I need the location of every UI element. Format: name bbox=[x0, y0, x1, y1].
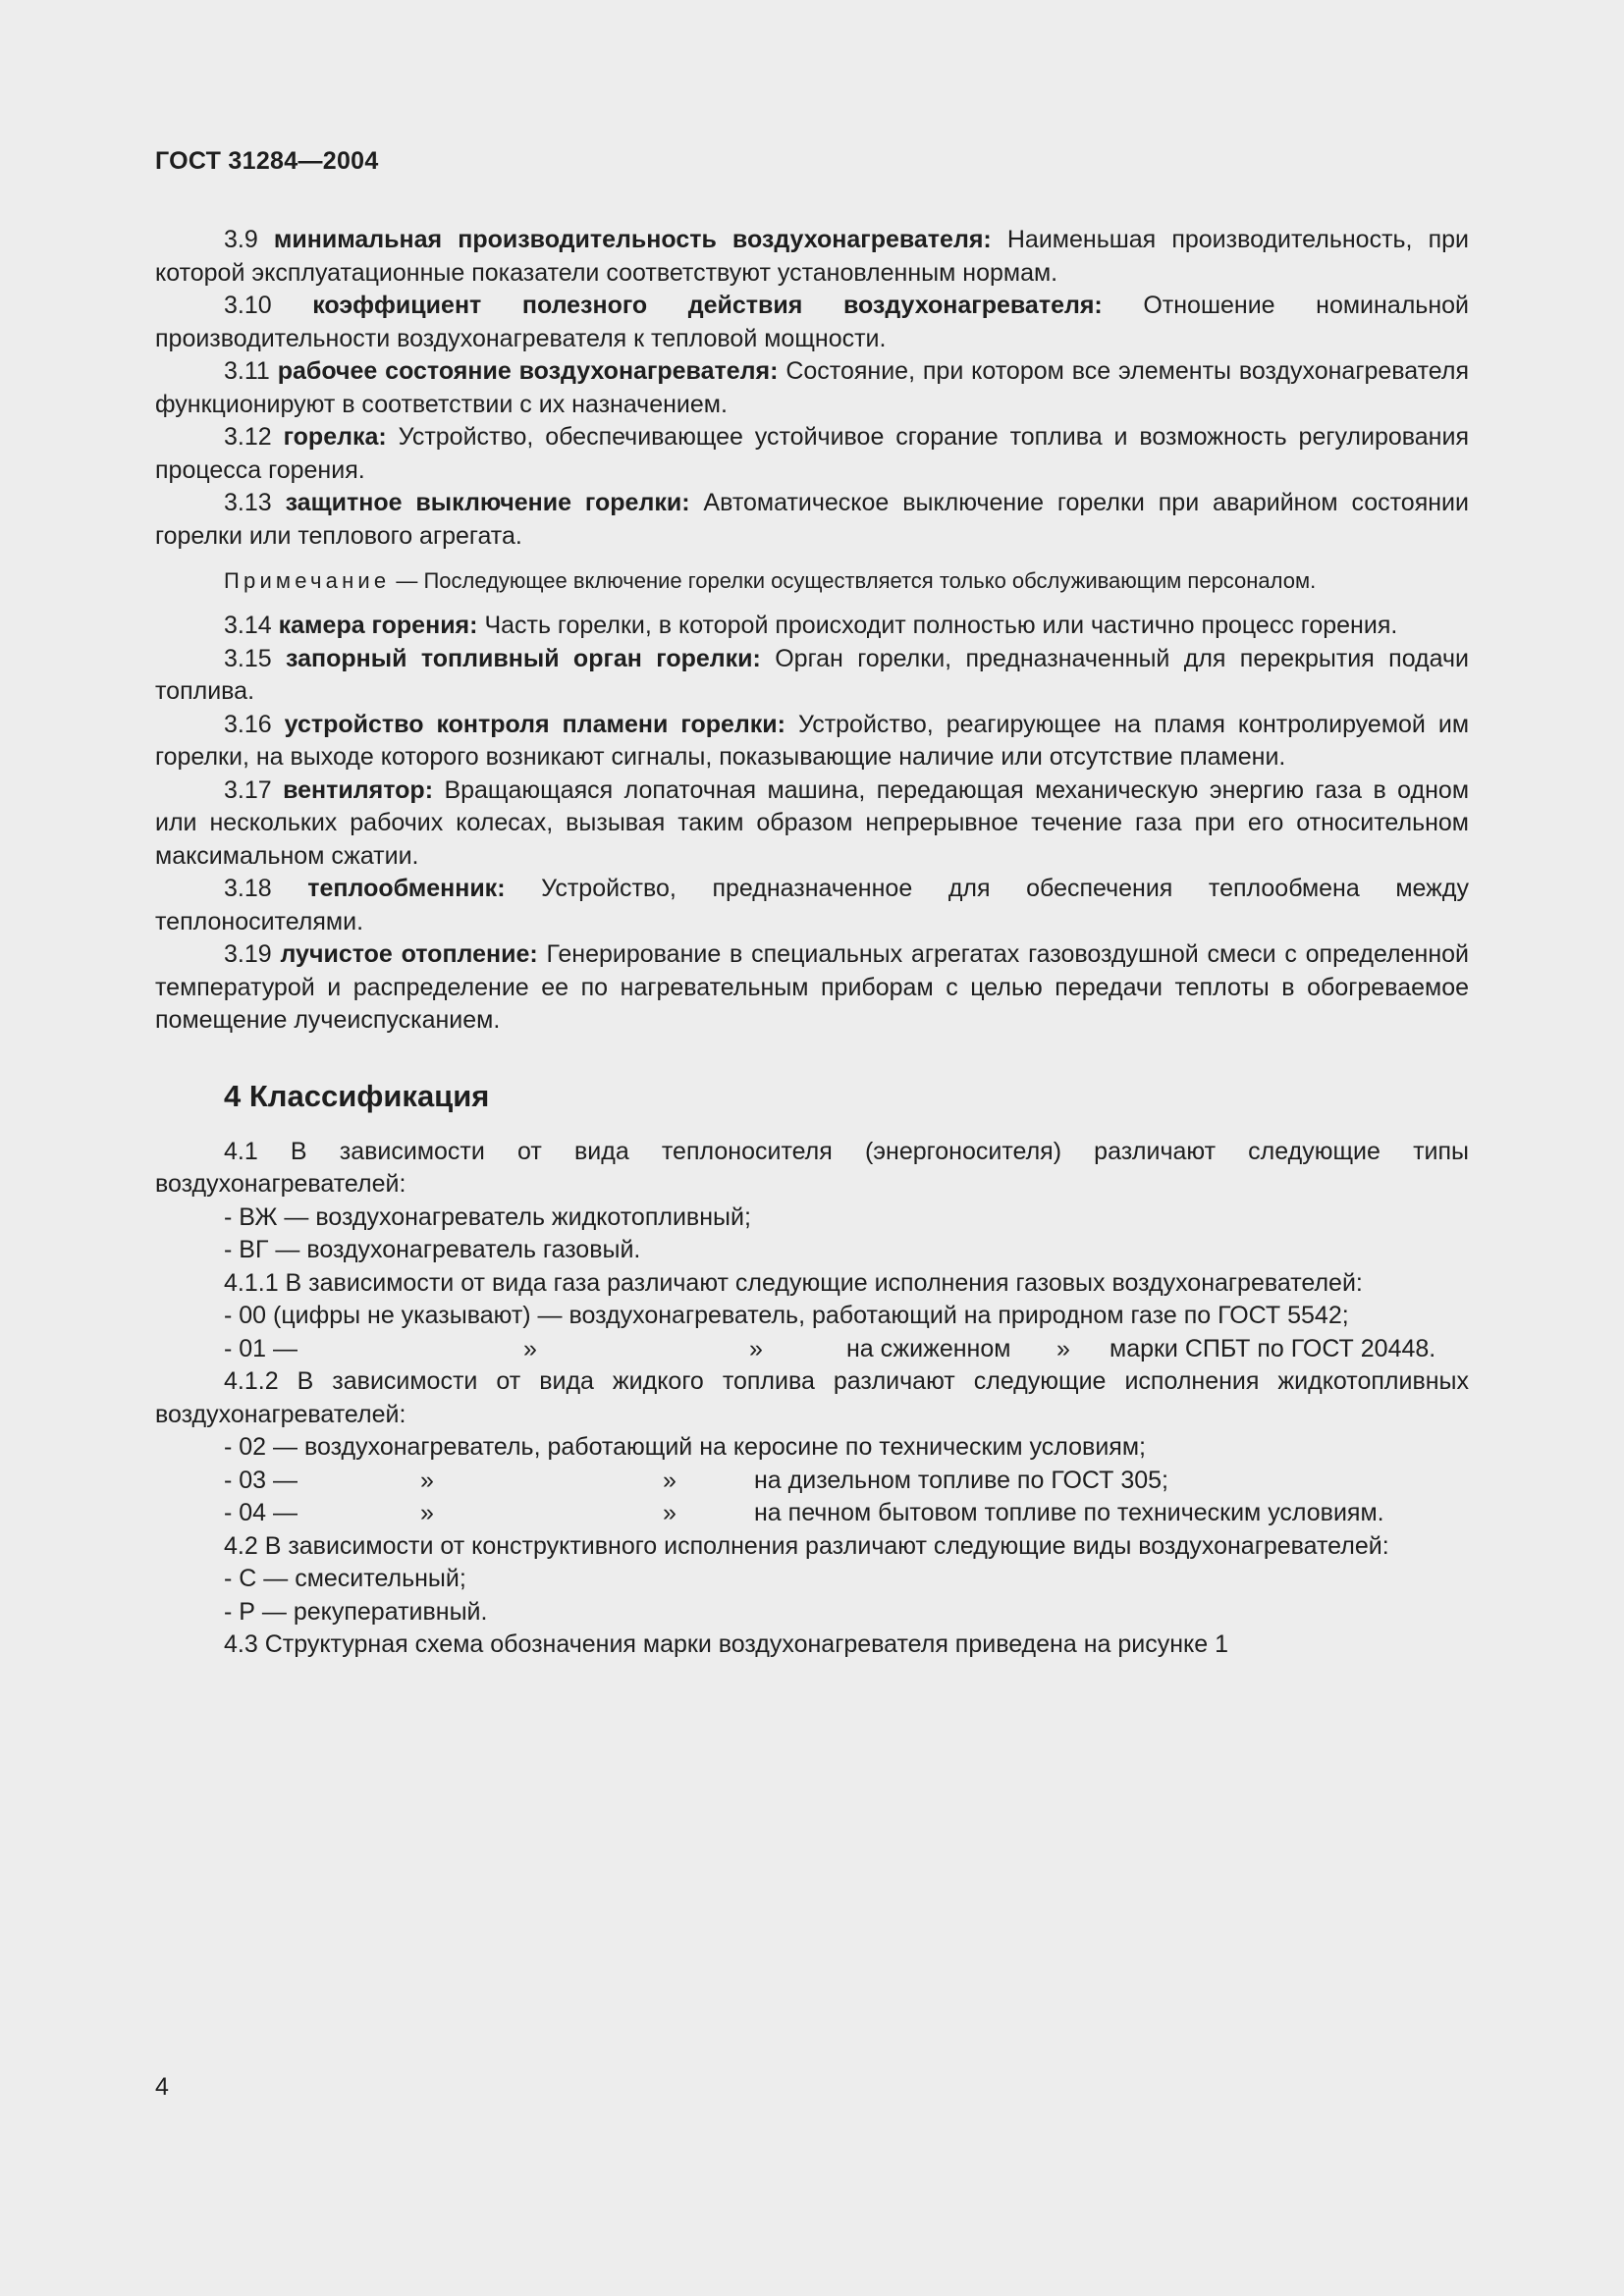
term-3-16: 3.16 устройство контроля пламени горелки: Устройство, реагирующее на пламя контролируемой им горелки, на выходе которого возникают сигналы, показывающие наличие или отсутствие пламени. bbox=[155, 710, 1470, 771]
term-3-15: 3.15 запорный топливный орган горелки: Орган горелки, предназначенный для перекрытия подачи топлива. bbox=[155, 644, 1469, 705]
list-item: - Р — рекуперативный. bbox=[224, 1597, 488, 1626]
term-3-14: 3.14 камера горения: Часть горелки, в которой происходит полностью или частично процесс горения. bbox=[224, 612, 1398, 639]
paragraph-4-1-2: 4.1.2 В зависимости от вида жидкого топлива различают следующие исполнения жидкотопливных воздухонагревателей: bbox=[155, 1367, 1469, 1428]
page-number: 4 bbox=[155, 2073, 169, 2101]
list-item: - С — смесительный; bbox=[224, 1565, 466, 1592]
list-item: - ВГ — воздухонагреватель газовый. bbox=[224, 1236, 641, 1263]
list-item: - 00 (цифры не указывают) — воздухонагреватель, работающий на природном газе по ГОСТ 5542; bbox=[224, 1302, 1349, 1329]
term-3-10: 3.10 коэффициент полезного действия воздухонагревателя: Отношение номинальной производительности воздухонагревателя к тепловой мощности. bbox=[155, 292, 1470, 352]
paragraph-4-3: 4.3 Структурная схема обозначения марки воздухонагревателя приведена на рисунке 1 bbox=[224, 1630, 1229, 1658]
term-3-9: 3.9 минимальная производительность воздухонагревателя: Наименьшая производительность, при которой эксплуатационные показатели соответствуют установленным нормам. bbox=[155, 226, 1469, 287]
term-3-19: 3.19 лучистое отопление: Генерирование в специальных агрегатах газовоздушной смеси с определенной температурой и распределение ее по нагревательным приборам с целью передачи теплоты в обогреваемое помещение лучеиспусканием. bbox=[155, 940, 1469, 1034]
note-label: Примечание bbox=[224, 568, 391, 593]
term-3-17: 3.17 вентилятор: Вращающаяся лопаточная машина, передающая механическую энергию газа в одном или нескольких рабочих колесах, вызывая таким образом непрерывное течение газа при его относительном максимальном сжатии. bbox=[155, 775, 1470, 870]
paragraph-4-2: 4.2 В зависимости от конструктивного исполнения различают следующие виды воздухонагревателей: bbox=[224, 1531, 1389, 1560]
list-item: - 02 — воздухонагреватель, работающий на керосине по техническим условиям; bbox=[224, 1433, 1146, 1461]
document-header: ГОСТ 31284—2004 bbox=[155, 147, 379, 175]
note-text: — Последующее включение горелки осуществляется только обслуживающим персоналом. bbox=[396, 568, 1317, 593]
list-item-01: - 01 — » » на сжиженном » марки СПБТ по ГОСТ 20448. bbox=[224, 1334, 1436, 1362]
term-3-11: 3.11 рабочее состояние воздухонагревателя: Состояние, при котором все элементы воздухонагревателя функционируют в соответствии с их назначением. bbox=[155, 357, 1469, 418]
page-content bbox=[155, 224, 1469, 1662]
list-item-03: - 03 — » » на дизельном топливе по ГОСТ 305; bbox=[224, 1466, 1168, 1494]
term-3-13: 3.13 защитное выключение горелки: Автоматическое выключение горелки при аварийном состоянии горелки или теплового агрегата. bbox=[155, 489, 1469, 550]
list-item: - ВЖ — воздухонагреватель жидкотопливный; bbox=[224, 1202, 751, 1231]
note bbox=[155, 566, 1469, 596]
section-heading: 4 Классификация bbox=[224, 1078, 490, 1113]
list-item-04: - 04 — » » на печном бытовом топливе по техническим условиям. bbox=[224, 1499, 1384, 1526]
term-3-12: 3.12 горелка: Устройство, обеспечивающее устойчивое сгорание топлива и возможность регулирования процесса горения. bbox=[155, 423, 1469, 484]
term-3-18: 3.18 теплообменник: Устройство, предназначенное для обеспечения теплообмена между теплоносителями. bbox=[155, 875, 1469, 935]
paragraph-4-1: 4.1 В зависимости от вида теплоносителя (энергоносителя) различают следующие типы воздухонагревателей: bbox=[155, 1137, 1469, 1198]
paragraph-4-1-1: 4.1.1 В зависимости от вида газа различают следующие исполнения газовых воздухонагревателей: bbox=[224, 1268, 1363, 1297]
